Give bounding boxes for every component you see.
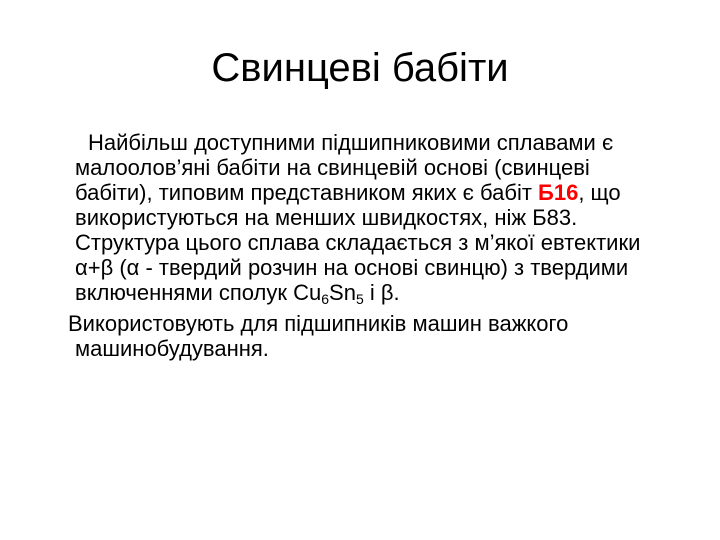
alloy-grade-highlight: Б16 — [538, 180, 579, 205]
paragraph-usage — [68, 311, 655, 361]
paragraph-usage-text: Використовують для підшипників машин важкого машинобудування. — [68, 311, 569, 361]
paragraph-text-start: Найбільш доступними підшипниковими сплавами є малоолов’яні бабіти на свинцевій основі (свинцеві бабіти), типовим представником яких є бабіт — [75, 130, 614, 205]
compound-formula — [293, 280, 364, 305]
formula-subscript-6: 6 — [321, 291, 330, 307]
paragraph-text-end: і β. — [363, 280, 400, 305]
slide-body — [68, 130, 655, 361]
slide-title: Свинцеві бабіти — [211, 46, 509, 90]
formula-element-cu: Cu — [293, 280, 322, 305]
formula-element-sn: Sn — [329, 280, 356, 305]
paragraph-main — [75, 130, 655, 305]
paragraph-text-middle: , що використуються на менших швидкостях, ніж Б83. Структура цього сплава складається з м’якої евтектики α+β (α - твердий розчин на основі свинцю) з твердими включеннями сполук — [75, 180, 641, 305]
formula-subscript-5: 5 — [355, 291, 364, 307]
